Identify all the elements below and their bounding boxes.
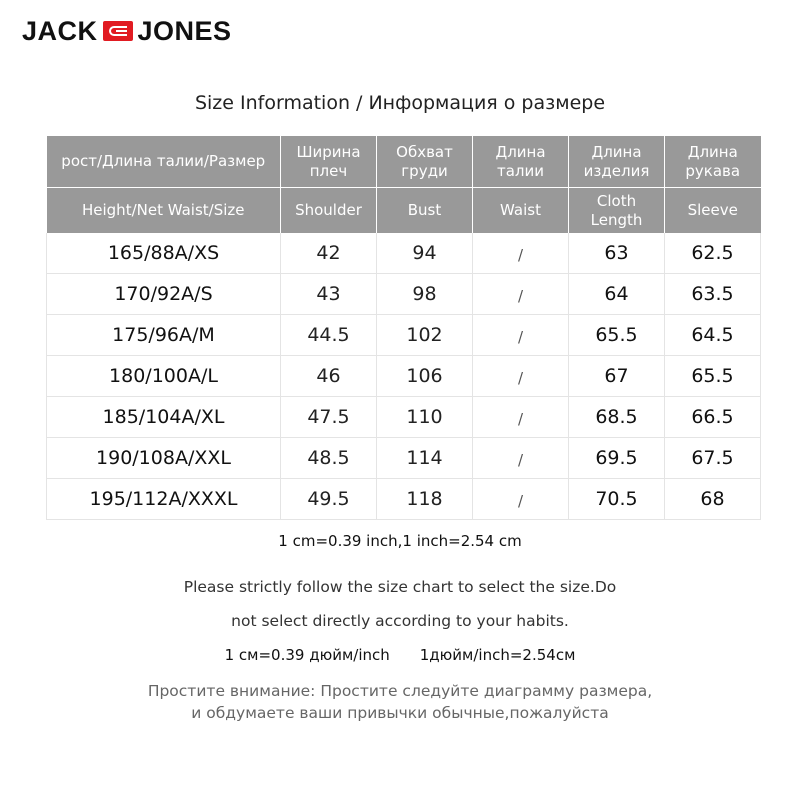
length-cell: 69.5 (569, 438, 665, 479)
sleeve-cell: 68 (665, 479, 761, 520)
conversion-ru-left: 1 см=0.39 дюйм/inch (224, 646, 390, 664)
waist-cell: / (473, 479, 569, 520)
bust-cell: 114 (377, 438, 473, 479)
sleeve-cell: 64.5 (665, 315, 761, 356)
header-bust-en: Bust (377, 188, 473, 234)
waist-cell: / (473, 233, 569, 274)
shoulder-cell: 44.5 (281, 315, 377, 356)
shoulder-cell: 42 (281, 233, 377, 274)
instruction-line: Please strictly follow the size chart to select the size.Do (183, 578, 617, 596)
header-sleeve-en: Sleeve (665, 188, 761, 234)
table-row (47, 315, 761, 356)
size-cell: 165/88A/XS (47, 233, 281, 274)
length-cell: 63 (569, 233, 665, 274)
header-sleeve-ru: Длина рукава (665, 136, 761, 188)
request-line: и обдумаете ваши привычки обычные,пожалуйста (191, 704, 609, 722)
length-cell: 65.5 (569, 315, 665, 356)
sleeve-cell: 63.5 (665, 274, 761, 315)
header-waist-en: Waist (473, 188, 569, 234)
request-note (0, 680, 800, 724)
length-cell: 64 (569, 274, 665, 315)
header-bust-ru: Обхват груди (377, 136, 473, 188)
size-cell: 180/100A/L (47, 356, 281, 397)
header-size-ru: рост/Длина талии/Размер (47, 136, 281, 188)
conversion-note-ru (0, 646, 800, 664)
header-row-en (47, 188, 761, 234)
length-cell: 67 (569, 356, 665, 397)
size-cell: 170/92A/S (47, 274, 281, 315)
instruction-note (0, 570, 800, 638)
size-cell: 175/96A/M (47, 315, 281, 356)
bust-cell: 118 (377, 479, 473, 520)
shoulder-cell: 46 (281, 356, 377, 397)
length-cell: 70.5 (569, 479, 665, 520)
size-cell: 185/104A/XL (47, 397, 281, 438)
header-waist-ru: Длина талии (473, 136, 569, 188)
table-row (47, 233, 761, 274)
brand-logo-right: JONES (137, 15, 232, 46)
request-line: Простите внимание: Простите следуйте диаграмму размера, (147, 682, 653, 700)
sleeve-cell: 62.5 (665, 233, 761, 274)
waist-cell: / (473, 397, 569, 438)
table-row (47, 438, 761, 479)
shoulder-cell: 48.5 (281, 438, 377, 479)
bust-cell: 94 (377, 233, 473, 274)
brand-logo (22, 14, 232, 48)
header-length-ru: Длина изделия (569, 136, 665, 188)
waist-cell: / (473, 315, 569, 356)
length-cell: 68.5 (569, 397, 665, 438)
table-row (47, 274, 761, 315)
page-title: Size Information / Информация о размере (194, 92, 606, 114)
waist-cell: / (473, 438, 569, 479)
header-shoulder-ru: Ширина плеч (281, 136, 377, 188)
conversion-note: 1 cm=0.39 inch,1 inch=2.54 cm (278, 532, 522, 550)
table-row (47, 356, 761, 397)
sleeve-cell: 66.5 (665, 397, 761, 438)
table-row (47, 397, 761, 438)
waist-cell: / (473, 274, 569, 315)
shoulder-cell: 43 (281, 274, 377, 315)
sleeve-cell: 65.5 (665, 356, 761, 397)
size-cell: 190/108A/XXL (47, 438, 281, 479)
header-size-en: Height/Net Waist/Size (47, 188, 281, 234)
bust-cell: 98 (377, 274, 473, 315)
table-row (47, 479, 761, 520)
waist-cell: / (473, 356, 569, 397)
conversion-ru-right: 1дюйм/inch=2.54см (419, 646, 576, 664)
bust-cell: 102 (377, 315, 473, 356)
header-length-en: Cloth Length (569, 188, 665, 234)
shoulder-cell: 47.5 (281, 397, 377, 438)
size-cell: 195/112A/XXXL (47, 479, 281, 520)
instruction-line: not select directly according to your habits. (231, 612, 569, 630)
logo-mark-icon (103, 21, 133, 41)
header-shoulder-en: Shoulder (281, 188, 377, 234)
bust-cell: 110 (377, 397, 473, 438)
brand-logo-left: JACK (22, 15, 98, 46)
shoulder-cell: 49.5 (281, 479, 377, 520)
header-row-ru (47, 136, 761, 188)
bust-cell: 106 (377, 356, 473, 397)
sleeve-cell: 67.5 (665, 438, 761, 479)
size-table (46, 136, 761, 520)
